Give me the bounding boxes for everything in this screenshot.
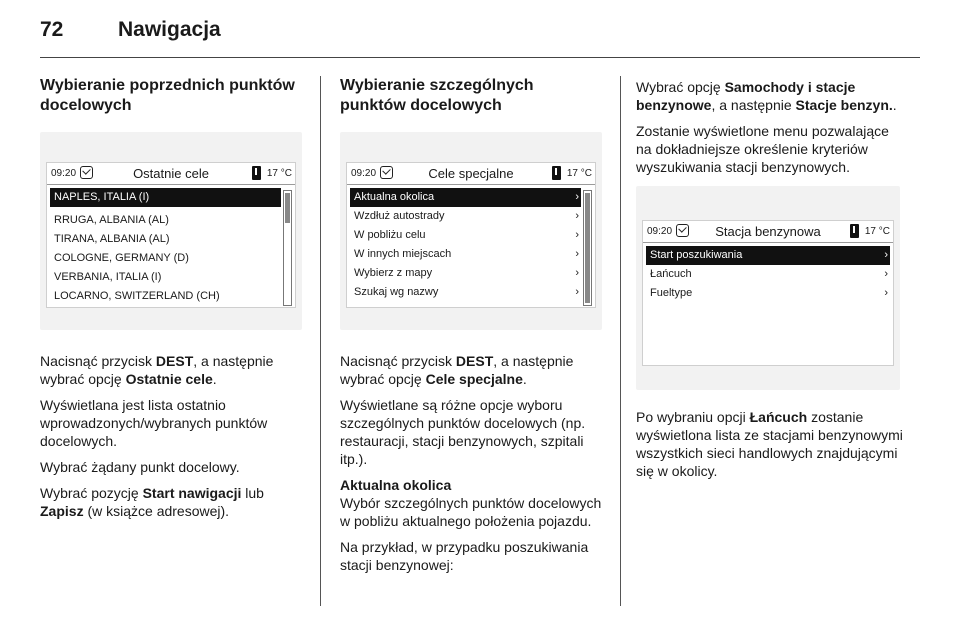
menu-item[interactable]: Fueltype › [646, 284, 890, 303]
navigation-check-icon [676, 224, 689, 237]
status-bar [643, 221, 893, 243]
paragraph: Nacisnąć przycisk DEST, a następnie wybrać opcję Cele specjalne. [340, 353, 574, 387]
paragraph: Wyświetlane są różne opcje wyboru szczególnych punktów docelowych (np. restauracji, stacji benzynowych, szpitali itp.). [340, 397, 586, 467]
thermometer-icon [252, 166, 261, 180]
menu-item[interactable]: Aktualna okolica › [350, 188, 581, 207]
temperature: 17 °C [566, 168, 592, 179]
scrollbar[interactable] [283, 190, 292, 306]
menu-item[interactable]: Łańcuch › [646, 265, 890, 284]
list-item[interactable]: NAPLES, ITALIA (I) [50, 188, 281, 207]
list-item[interactable]: LOCARNO, SWITZERLAND (CH) [54, 290, 220, 302]
column-divider [320, 76, 321, 606]
chevron-right-icon: › [884, 249, 888, 261]
column-divider [620, 76, 621, 606]
paragraph: Wybrać opcję Samochody i stacje benzynowe, a następnie Stacje benzyn.. [636, 79, 897, 113]
menu-list [646, 246, 890, 303]
column-fuel-stations [636, 78, 906, 488]
chevron-right-icon: › [884, 268, 888, 280]
paragraph: Wybór szczególnych punktów docelowych w pobliżu aktualnego położenia pojazdu. [340, 495, 602, 529]
clock: 09:20 [647, 226, 673, 237]
chevron-right-icon: › [575, 191, 579, 203]
clock: 09:20 [51, 168, 77, 179]
page-number: 72 [40, 18, 64, 41]
chevron-right-icon: › [575, 286, 579, 298]
subheading: Aktualna okolica [340, 477, 452, 493]
menu-list [350, 188, 581, 302]
chevron-right-icon: › [575, 210, 579, 222]
list-item[interactable]: COLOGNE, GERMANY (D) [54, 252, 189, 264]
section-heading: Wybieranie szczególnych punktów docelowych [340, 77, 534, 114]
list-item[interactable]: RRUGA, ALBANIA (AL) [54, 214, 169, 226]
navigation-check-icon [380, 166, 393, 179]
status-bar [347, 163, 595, 185]
section-heading: Wybieranie poprzednich punktów docelowych [40, 77, 295, 114]
paragraph: Zostanie wyświetlone menu pozwalające na dokładniejsze określenie kryteriów wyszukiwania stacji benzynowych. [636, 123, 889, 175]
paragraph: Na przykład, w przypadku poszukiwania stacji benzynowej: [340, 539, 589, 573]
thermometer-icon [552, 166, 561, 180]
display-screen [346, 162, 596, 308]
menu-item[interactable]: Start poszukiwania › [646, 246, 890, 265]
display-screen [642, 220, 894, 366]
screen-title: Stacja benzynowa [715, 224, 821, 239]
paragraph: Po wybraniu opcji Łańcuch zostanie wyświetlona lista ze stacjami benzynowymi wszystkich sieci handlowych znajdującymi się w okolicy. [636, 409, 903, 479]
chevron-right-icon: › [575, 248, 579, 260]
paragraph: Wybrać żądany punkt docelowy. [40, 459, 240, 475]
paragraph: Wybrać pozycję Start nawigacji lub Zapisz (w książce adresowej). [40, 485, 264, 519]
status-bar [47, 163, 295, 185]
navigation-check-icon [80, 166, 93, 179]
display-screen [46, 162, 296, 308]
thermometer-icon [850, 224, 859, 238]
list-item[interactable]: VERBANIA, ITALIA (I) [54, 271, 162, 283]
screenshot-special-destinations [340, 132, 602, 330]
menu-item[interactable]: W innych miejscach › [350, 245, 581, 264]
screen-title: Ostatnie cele [133, 166, 209, 181]
page-header [40, 16, 920, 58]
menu-item[interactable]: Wybierz z mapy › [350, 264, 581, 283]
chevron-right-icon: › [884, 287, 888, 299]
scrollbar[interactable] [583, 190, 592, 306]
paragraph: Wyświetlana jest lista ostatnio wprowadzonych/wybranych punktów docelowych. [40, 397, 268, 449]
screen-title: Cele specjalne [428, 166, 514, 181]
screenshot-recent-destinations [40, 132, 302, 330]
temperature: 17 °C [266, 168, 292, 179]
menu-item[interactable]: W pobliżu celu › [350, 226, 581, 245]
menu-item[interactable]: Szukaj wg nazwy › [350, 283, 581, 302]
menu-item[interactable]: Wzdłuż autostrady › [350, 207, 581, 226]
destination-list [50, 188, 281, 306]
screenshot-fuel-station [636, 186, 900, 390]
list-item[interactable]: TIRANA, ALBANIA (AL) [54, 233, 170, 245]
page-title: Nawigacja [118, 18, 221, 41]
column-recent-destinations [40, 76, 302, 528]
paragraph: Nacisnąć przycisk DEST, a następnie wybrać opcję Ostatnie cele. [40, 353, 274, 387]
chevron-right-icon: › [575, 267, 579, 279]
chevron-right-icon: › [575, 229, 579, 241]
column-special-destinations [340, 76, 602, 582]
clock: 09:20 [351, 168, 377, 179]
temperature: 17 °C [864, 226, 890, 237]
